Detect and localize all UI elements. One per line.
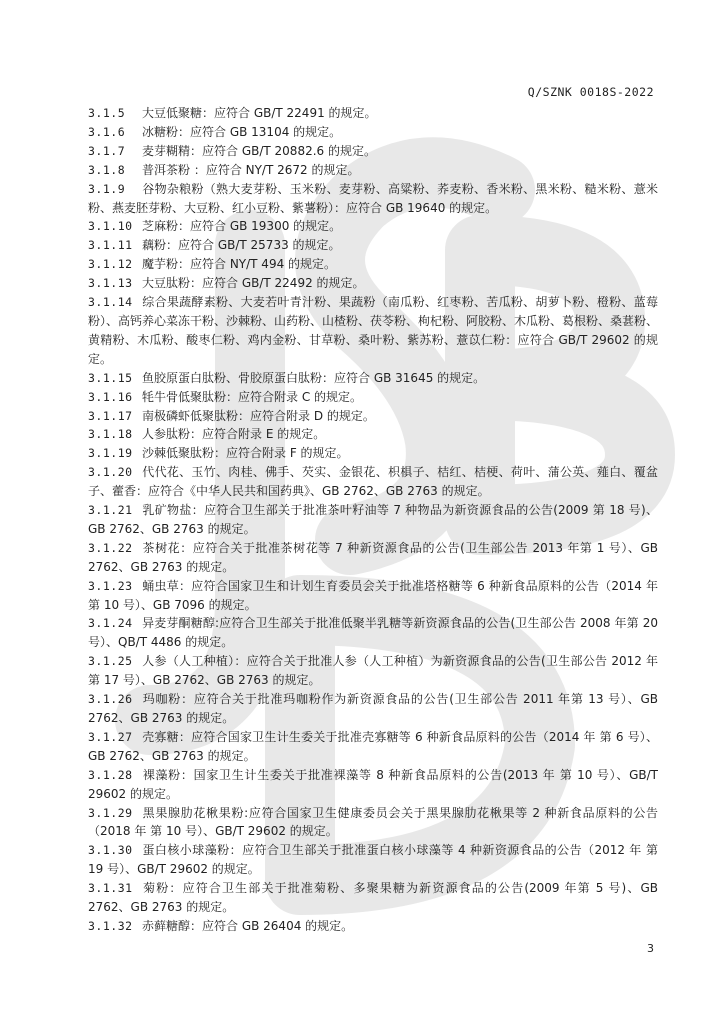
clause-item (88, 841, 658, 879)
clause-text: 异麦芽酮糖醇:应符合卫生部关于批准低聚半乳糖等新资源食品的公告(卫生部公告 2008 年第 20 号）、QB/T 4486 的规定。 (88, 616, 658, 650)
clause-item (88, 879, 658, 917)
clause-number: 3.1.19 (88, 446, 133, 461)
clause-number: 3.1.17 (88, 408, 133, 423)
clause-item (88, 274, 658, 293)
clause-item (88, 444, 658, 463)
clause-number: 3.1.18 (88, 427, 133, 442)
clause-text: 大豆肽粉：应符合 GB/T 22492 的规定。 (142, 276, 365, 291)
clause-text: 麦芽糊精：应符合 GB/T 20882.6 的规定。 (142, 143, 376, 158)
clause-text: 人参肽粉：应符合附录 E 的规定。 (142, 427, 326, 442)
clause-item (88, 123, 658, 142)
clause-number: 3.1.25 (88, 654, 133, 669)
clause-text: 芝麻粉：应符合 GB 19300 的规定。 (142, 219, 342, 234)
document-code: Q/SZNK 0018S-2022 (527, 85, 654, 99)
clause-item (88, 255, 658, 274)
clause-item (88, 463, 658, 501)
clause-item (88, 804, 658, 842)
clause-item (88, 217, 658, 236)
clause-number: 3.1.15 (88, 370, 133, 385)
clause-text: 裸藻粉：国家卫生计生委关于批准裸藻等 8 种新食品原料的公告(2013 年 第 10 号）、GB/T 29602 的规定。 (88, 767, 658, 801)
clause-number: 3.1.7 (88, 143, 126, 158)
clause-item (88, 388, 658, 407)
clause-number: 3.1.12 (88, 257, 133, 272)
clause-number: 3.1.14 (88, 295, 133, 310)
clause-item (88, 539, 658, 577)
clause-text: 综合果蔬酵素粉、大麦若叶青汁粉、果蔬粉（南瓜粉、红枣粉、苦瓜粉、胡萝卜粉、橙粉、蓝莓粉）、高钙养心菜冻干粉、沙棘粉、山药粉、山楂粉、茯苓粉、枸杞粉、阿胶粉、木瓜粉、葛根粉、桑葚粉、黄精粉、木瓜粉、酸枣仁粉、鸡内金粉、甘草粉、桑叶粉、紫苏粉、薏苡仁粉：应符合 GB/T 29602 的规定。 (88, 295, 659, 366)
clause-item (88, 917, 658, 936)
clause-number: 3.1.27 (88, 729, 133, 744)
clause-item (88, 690, 658, 728)
clause-text: 魔芋粉：应符合 NY/T 494 的规定。 (142, 257, 337, 272)
clause-list (88, 104, 658, 936)
clause-text: 黑果腺肋花楸果粉:应符合国家卫生健康委员会关于黑果腺肋花楸果等 2 种新食品原料的公告（2018 年 第 10 号）、GB/T 29602 的规定。 (88, 805, 658, 839)
clause-item (88, 425, 658, 444)
clause-text: 沙棘低聚肽粉：应符合附录 F 的规定。 (142, 446, 349, 461)
clause-text: 大豆低聚糖：应符合 GB/T 22491 的规定。 (142, 106, 377, 120)
clause-number: 3.1.16 (88, 389, 133, 404)
clause-text: 蛹虫草：应符合国家卫生和计划生育委员会关于批准塔格糖等 6 种新食品原料的公告（2014 年第 10 号）、GB 7096 的规定。 (88, 578, 658, 612)
clause-number: 3.1.24 (88, 616, 133, 631)
clause-item (88, 501, 658, 539)
clause-number: 3.1.20 (88, 465, 133, 480)
clause-number: 3.1.10 (88, 219, 133, 234)
clause-text: 冰糖粉：应符合 GB 13104 的规定。 (142, 124, 342, 139)
clause-text: 乳矿物盐：应符合卫生部关于批准茶叶籽油等 7 种物品为新资源食品的公告(2009 第 18 号)、GB 2762、GB 2763 的规定。 (88, 503, 658, 536)
clause-item (88, 369, 658, 388)
clause-number: 3.1.8 (88, 162, 126, 177)
clause-item (88, 577, 658, 615)
clause-number: 3.1.30 (88, 843, 133, 858)
clause-item (88, 180, 658, 218)
page-number: 3 (647, 942, 654, 955)
clause-text: 鱼胶原蛋白肽粉、骨胶原蛋白肽粉：应符合 GB 31645 的规定。 (142, 370, 486, 385)
clause-item (88, 161, 658, 180)
clause-item (88, 652, 658, 690)
clause-item (88, 293, 658, 369)
clause-number: 3.1.26 (88, 692, 133, 707)
clause-text: 壳寡糖：应符合国家卫生计生委关于批准壳寡糖等 6 种新食品原料的公告（2014 年 第 6 号）、GB 2762、GB 2763 的规定。 (88, 729, 658, 763)
clause-item (88, 407, 658, 426)
clause-number: 3.1.31 (88, 881, 133, 896)
clause-text: 南极磷虾低聚肽粉：应符合附录 D 的规定。 (142, 408, 375, 423)
clause-text: 玛咖粉：应符合关于批准玛咖粉作为新资源食品的公告(卫生部公告 2011 年第 13 号）、GB 2762、GB 2763 的规定。 (88, 692, 658, 725)
clause-number: 3.1.11 (88, 238, 133, 253)
clause-text: 人参（人工种植）：应符合关于批准人参（人工种植）为新资源食品的公告(卫生部公告 2012 年第 17 号）、GB 2762、GB 2763 的规定。 (88, 654, 658, 688)
clause-number: 3.1.28 (88, 767, 133, 782)
clause-item (88, 728, 658, 766)
clause-number: 3.1.6 (88, 124, 126, 139)
clause-item (88, 766, 658, 804)
clause-number: 3.1.5 (88, 106, 126, 120)
clause-text: 菊粉：应符合卫生部关于批准菊粉、多聚果糖为新资源食品的公告(2009 年第 5 号)、GB 2762、GB 2763 的规定。 (88, 881, 658, 915)
clause-text: 牦牛骨低聚肽粉：应符合附录 C 的规定。 (142, 389, 363, 404)
clause-text: 赤藓糖醇：应符合 GB 26404 的规定。 (142, 918, 354, 933)
clause-number: 3.1.13 (88, 276, 133, 291)
clause-text: 谷物杂粮粉（熟大麦芽粉、玉米粉、麦芽粉、高粱粉、荞麦粉、香米粉、黑米粉、糙米粉、薏米粉、燕麦胚芽粉、大豆粉、红小豆粉、紫薯粉）：应符合 GB 19640 的规定。 (88, 181, 658, 215)
clause-number: 3.1.29 (88, 805, 133, 820)
clause-number: 3.1.23 (88, 578, 133, 593)
clause-text: 藕粉：应符合 GB/T 25733 的规定。 (142, 238, 341, 253)
clause-text: 代代花、玉竹、肉桂、佛手、芡实、金银花、枳椇子、桔红、桔梗、荷叶、蒲公英、薤白、覆盆子、藿香：应符合《中华人民共和国药典》、GB 2762、GB 2763 的规定。 (88, 465, 658, 499)
clause-item (88, 236, 658, 255)
clause-item (88, 142, 658, 161)
clause-number: 3.1.32 (88, 918, 133, 933)
clause-number: 3.1.21 (88, 503, 133, 518)
clause-item (88, 614, 658, 652)
clause-text: 茶树花：应符合关于批准茶树花等 7 种新资源食品的公告(卫生部公告 2013 年第 1 号）、GB 2762、GB 2763 的规定。 (88, 540, 658, 574)
clause-number: 3.1.22 (88, 540, 133, 555)
clause-item (88, 104, 658, 123)
clause-number: 3.1.9 (88, 181, 126, 196)
clause-text: 普洱茶粉 ：应符合 NY/T 2672 的规定。 (142, 162, 360, 177)
clause-text: 蛋白核小球藻粉：应符合卫生部关于批准蛋白核小球藻等 4 种新资源食品的公告（2012 年 第 19 号）、GB/T 29602 的规定。 (88, 843, 658, 877)
